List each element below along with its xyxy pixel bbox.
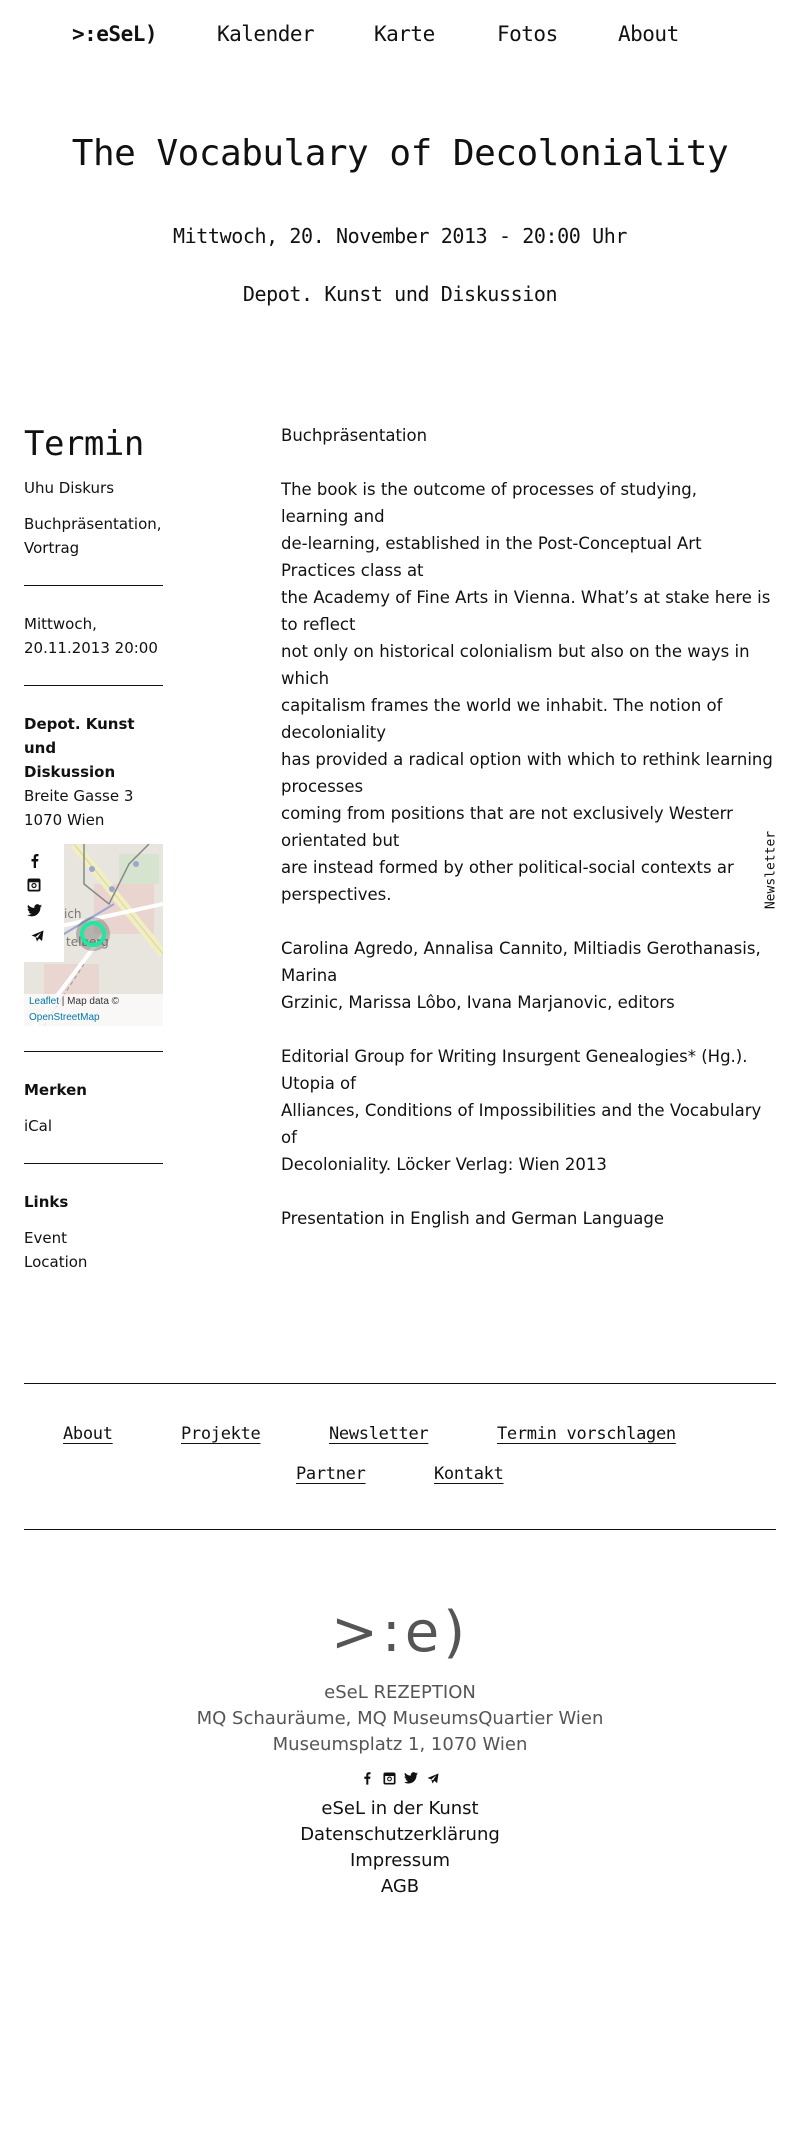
paragraph-spacer [281, 1178, 781, 1205]
description-line: capitalism frames the world we inhabit. The notion of [281, 696, 723, 715]
footer-divider-bottom [24, 1529, 776, 1530]
leaflet-link[interactable]: Leaflet [29, 996, 60, 1007]
description-line: has provided a radical option with which to rethink learning [281, 750, 773, 769]
footer-link-termin-vorschlagen[interactable]: Termin vorschlagen [497, 1424, 676, 1444]
event-datetime: Mittwoch, 20. November 2013 - 20:00 Uhr [173, 224, 627, 248]
description-line: Alliances, Conditions of Impossibilities and the Vocabulary [281, 1101, 762, 1120]
description-line: Editorial Group for Writing Insurgent Genealogies* (Hg.). [281, 1047, 748, 1066]
telegram-icon[interactable] [27, 926, 47, 946]
event-description [281, 422, 781, 1232]
sidebar-heading: Termin [24, 424, 144, 464]
description-line: processes [281, 777, 364, 796]
sidebar-divider [24, 585, 163, 586]
sidebar-social-links [24, 844, 64, 962]
svg-text:telberg: telberg [66, 935, 109, 949]
nav-item-fotos[interactable]: Fotos [497, 22, 558, 46]
event-date-line-1: Mittwoch, [24, 615, 97, 633]
description-line: The book is the outcome of processes of studying, [281, 480, 698, 499]
location-address-line-2: 1070 Wien [24, 811, 105, 829]
nav-item-karte[interactable]: Karte [374, 22, 435, 46]
description-line: Presentation in English and German Language [281, 1209, 665, 1228]
nav-item-about[interactable]: About [618, 22, 679, 46]
map-attribution [24, 994, 163, 1026]
merken-heading: Merken [24, 1081, 87, 1099]
footer-address-line-1: MQ Schauräume, MQ MuseumsQuartier Wien [196, 1708, 604, 1729]
event-type-line-1: Buchpräsentation, [24, 515, 162, 533]
telegram-icon[interactable] [425, 1770, 441, 1786]
description-line: Marina [281, 966, 338, 985]
description-line: Decoloniality. Löcker Verlag: Wien 2013 [281, 1155, 607, 1174]
openstreetmap-link[interactable]: OpenStreetMap [29, 1012, 100, 1023]
twitter-icon[interactable] [403, 1770, 419, 1786]
instagram-icon[interactable] [381, 1770, 397, 1786]
footer-address-line-2: Museumsplatz 1, 1070 Wien [272, 1734, 528, 1755]
footer-divider-top [24, 1383, 776, 1384]
footer-link-projekte[interactable]: Projekte [181, 1424, 261, 1444]
footer-link-about[interactable]: About [63, 1424, 113, 1444]
newsletter-tab-label: Newsletter [763, 830, 779, 910]
facebook-icon[interactable] [24, 850, 44, 870]
description-line: Practices class at [281, 561, 424, 580]
paragraph-spacer [281, 1016, 781, 1043]
twitter-icon[interactable] [24, 900, 44, 920]
footer-link-partner[interactable]: Partner [296, 1464, 366, 1484]
description-line: Buchpräsentation [281, 426, 428, 445]
description-line: learning and [281, 507, 385, 526]
footer-social-links [0, 1770, 800, 1786]
paragraph-spacer [281, 908, 781, 935]
footer-address [0, 1680, 800, 1758]
facebook-icon[interactable] [359, 1770, 375, 1786]
description-line: not only on historical colonialism but also on the ways in [281, 642, 750, 661]
sidebar-divider [24, 685, 163, 686]
description-line: Grzinic, Marissa Lôbo, Ivana Marjanovic, editors [281, 993, 675, 1012]
paragraph-spacer [281, 449, 781, 476]
description-line: which [281, 669, 330, 688]
description-line: are instead formed by other political-social contexts ar [281, 858, 734, 877]
location-link[interactable]: Location [24, 1253, 88, 1271]
description-line: coming from positions that are not exclusively Westerr [281, 804, 733, 823]
description-line: de-learning, established in the Post-Conceptual Art [281, 534, 702, 553]
event-title: The Vocabulary of Decoloniality [71, 133, 729, 174]
nav-item-kalender[interactable]: Kalender [217, 22, 315, 46]
footer-link-datenschutz[interactable]: Datenschutzerklärung [300, 1824, 500, 1845]
footer-logo[interactable]: >:e) [330, 1600, 470, 1665]
location-name-line-1: Depot. Kunst und [24, 715, 135, 757]
footer-org-name: eSeL REZEPTION [324, 1682, 476, 1703]
footer-links [0, 1796, 800, 1900]
description-line: to reflect [281, 615, 356, 634]
event-category: Uhu Diskurs [24, 479, 115, 497]
instagram-icon[interactable] [24, 875, 44, 895]
description-line: Utopia of [281, 1074, 356, 1093]
location-map[interactable] [24, 844, 163, 1026]
description-line: Carolina Agredo, Annalisa Cannito, Miltiadis Gerothanasis, [281, 939, 761, 958]
footer-link-kontakt[interactable]: Kontakt [434, 1464, 504, 1484]
site-logo-link[interactable]: >:eSeL) [72, 22, 158, 46]
event-venue: Depot. Kunst und Diskussion [242, 282, 558, 306]
event-sidebar [24, 424, 164, 1274]
description-line: of [281, 1128, 297, 1147]
footer-link-esel-in-der-kunst[interactable]: eSeL in der Kunst [321, 1798, 479, 1819]
newsletter-side-tab[interactable] [761, 830, 781, 910]
event-date-line-2: 20.11.2013 20:00 [24, 639, 158, 657]
links-heading: Links [24, 1193, 69, 1211]
location-name-line-2: Diskussion [24, 763, 116, 781]
svg-text:ich: ich [64, 907, 82, 921]
footer-link-newsletter[interactable]: Newsletter [329, 1424, 429, 1444]
description-line: orientated but [281, 831, 400, 850]
footer-link-agb[interactable]: AGB [380, 1876, 420, 1897]
map-data-text: | Map data © [59, 996, 120, 1007]
location-address-line-1: Breite Gasse 3 [24, 787, 134, 805]
event-link[interactable]: Event [24, 1229, 67, 1247]
ical-link[interactable]: iCal [24, 1117, 53, 1135]
sidebar-divider [24, 1163, 163, 1164]
top-navigation [0, 22, 800, 52]
description-line: perspectives. [281, 885, 392, 904]
sidebar-divider [24, 1051, 163, 1052]
description-line: decoloniality [281, 723, 387, 742]
event-type-line-2: Vortrag [24, 539, 80, 557]
description-line: the Academy of Fine Arts in Vienna. What’s at stake here is [281, 588, 771, 607]
footer-link-impressum[interactable]: Impressum [349, 1850, 451, 1871]
